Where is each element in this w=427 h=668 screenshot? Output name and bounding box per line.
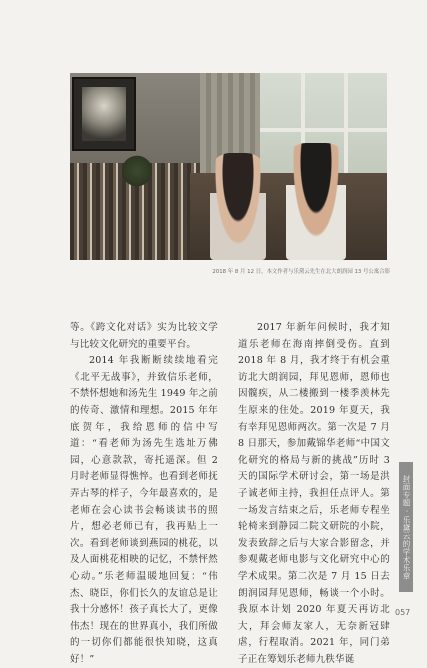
right-column — [238, 320, 390, 668]
wall-portrait — [72, 77, 136, 151]
plant — [122, 151, 152, 191]
page-number: 057 — [395, 608, 411, 617]
section-tab: 封面专题 · 乐黛云的学术乐章 — [399, 462, 413, 592]
person-left — [210, 153, 266, 260]
paragraph: 等。《跨文化对话》实为比较文学与比较文化研究的重要平台。 — [70, 322, 218, 350]
portrait-image — [82, 87, 126, 141]
left-column — [70, 320, 218, 668]
paragraph: 2017 年新年问候时，我才知道乐老师在海南摔倒受伤。直到 2018 年 8 月，我才终于有机会重访北大朗润园，拜见恩师，恩师也因髋疾，从二楼搬到一楼季羡林先生原来的住处。2019 年夏天，我有幸拜见恩师两次。第一次是 7 月 8 日那天，参加戴锦华老师“中国文化研究的格局与新的挑战”历时 3 天的国际学术研讨会，第一场是洪子诚老师主持，我担任点评人。第一场发言结束之后，乐老师专程坐轮椅来到静园二院文研院的小院，发表致辞之后与大家合影留念，并参观戴老师电影与文化研究中心的学术成果。第二次是 7 月 15 日去朗润园拜见恩师，畅谈一个小时。我原本计划 2020 年夏天再访北大，拜会师友家人，无奈新冠肆虐，行程取消。2021 年，同门弟子正在筹划乐老师九秩华诞 — [238, 322, 390, 665]
paragraph: 2014 年我断断续续地看完《北平无战事》，并致信乐老师，不禁怀想她和汤先生 1949 年之前的传奇、激情和理想。2015 年年底贺年，我给恩师的信中写道：“看老师为汤先生选址万佛园，心意款款，寄托遥深。但 2 月时老师显得憔悴。也看到老师抚弄古琴的样子，今年最喜欢的，是老师在会心读书会畅谈读书的照片，想必老师已有，我再贴上一次。看到老师谈到燕园的桃花，以及人面桃花相映的记忆，不禁怦然心动。”乐老师温暖地回复：“伟杰、晓臣，你们长久的友谊总是让我十分感怀！孩子真长大了，更像伟杰！现在的世界真小，我们所做的一切你们都能很快知晓，这真好！” — [70, 355, 218, 665]
photo-caption: 2018 年 8 月 12 日，本文作者与乐黛云先生在北大朗润园 13 号公寓合影 — [212, 269, 390, 275]
photo — [70, 73, 387, 260]
person-right — [286, 143, 346, 260]
